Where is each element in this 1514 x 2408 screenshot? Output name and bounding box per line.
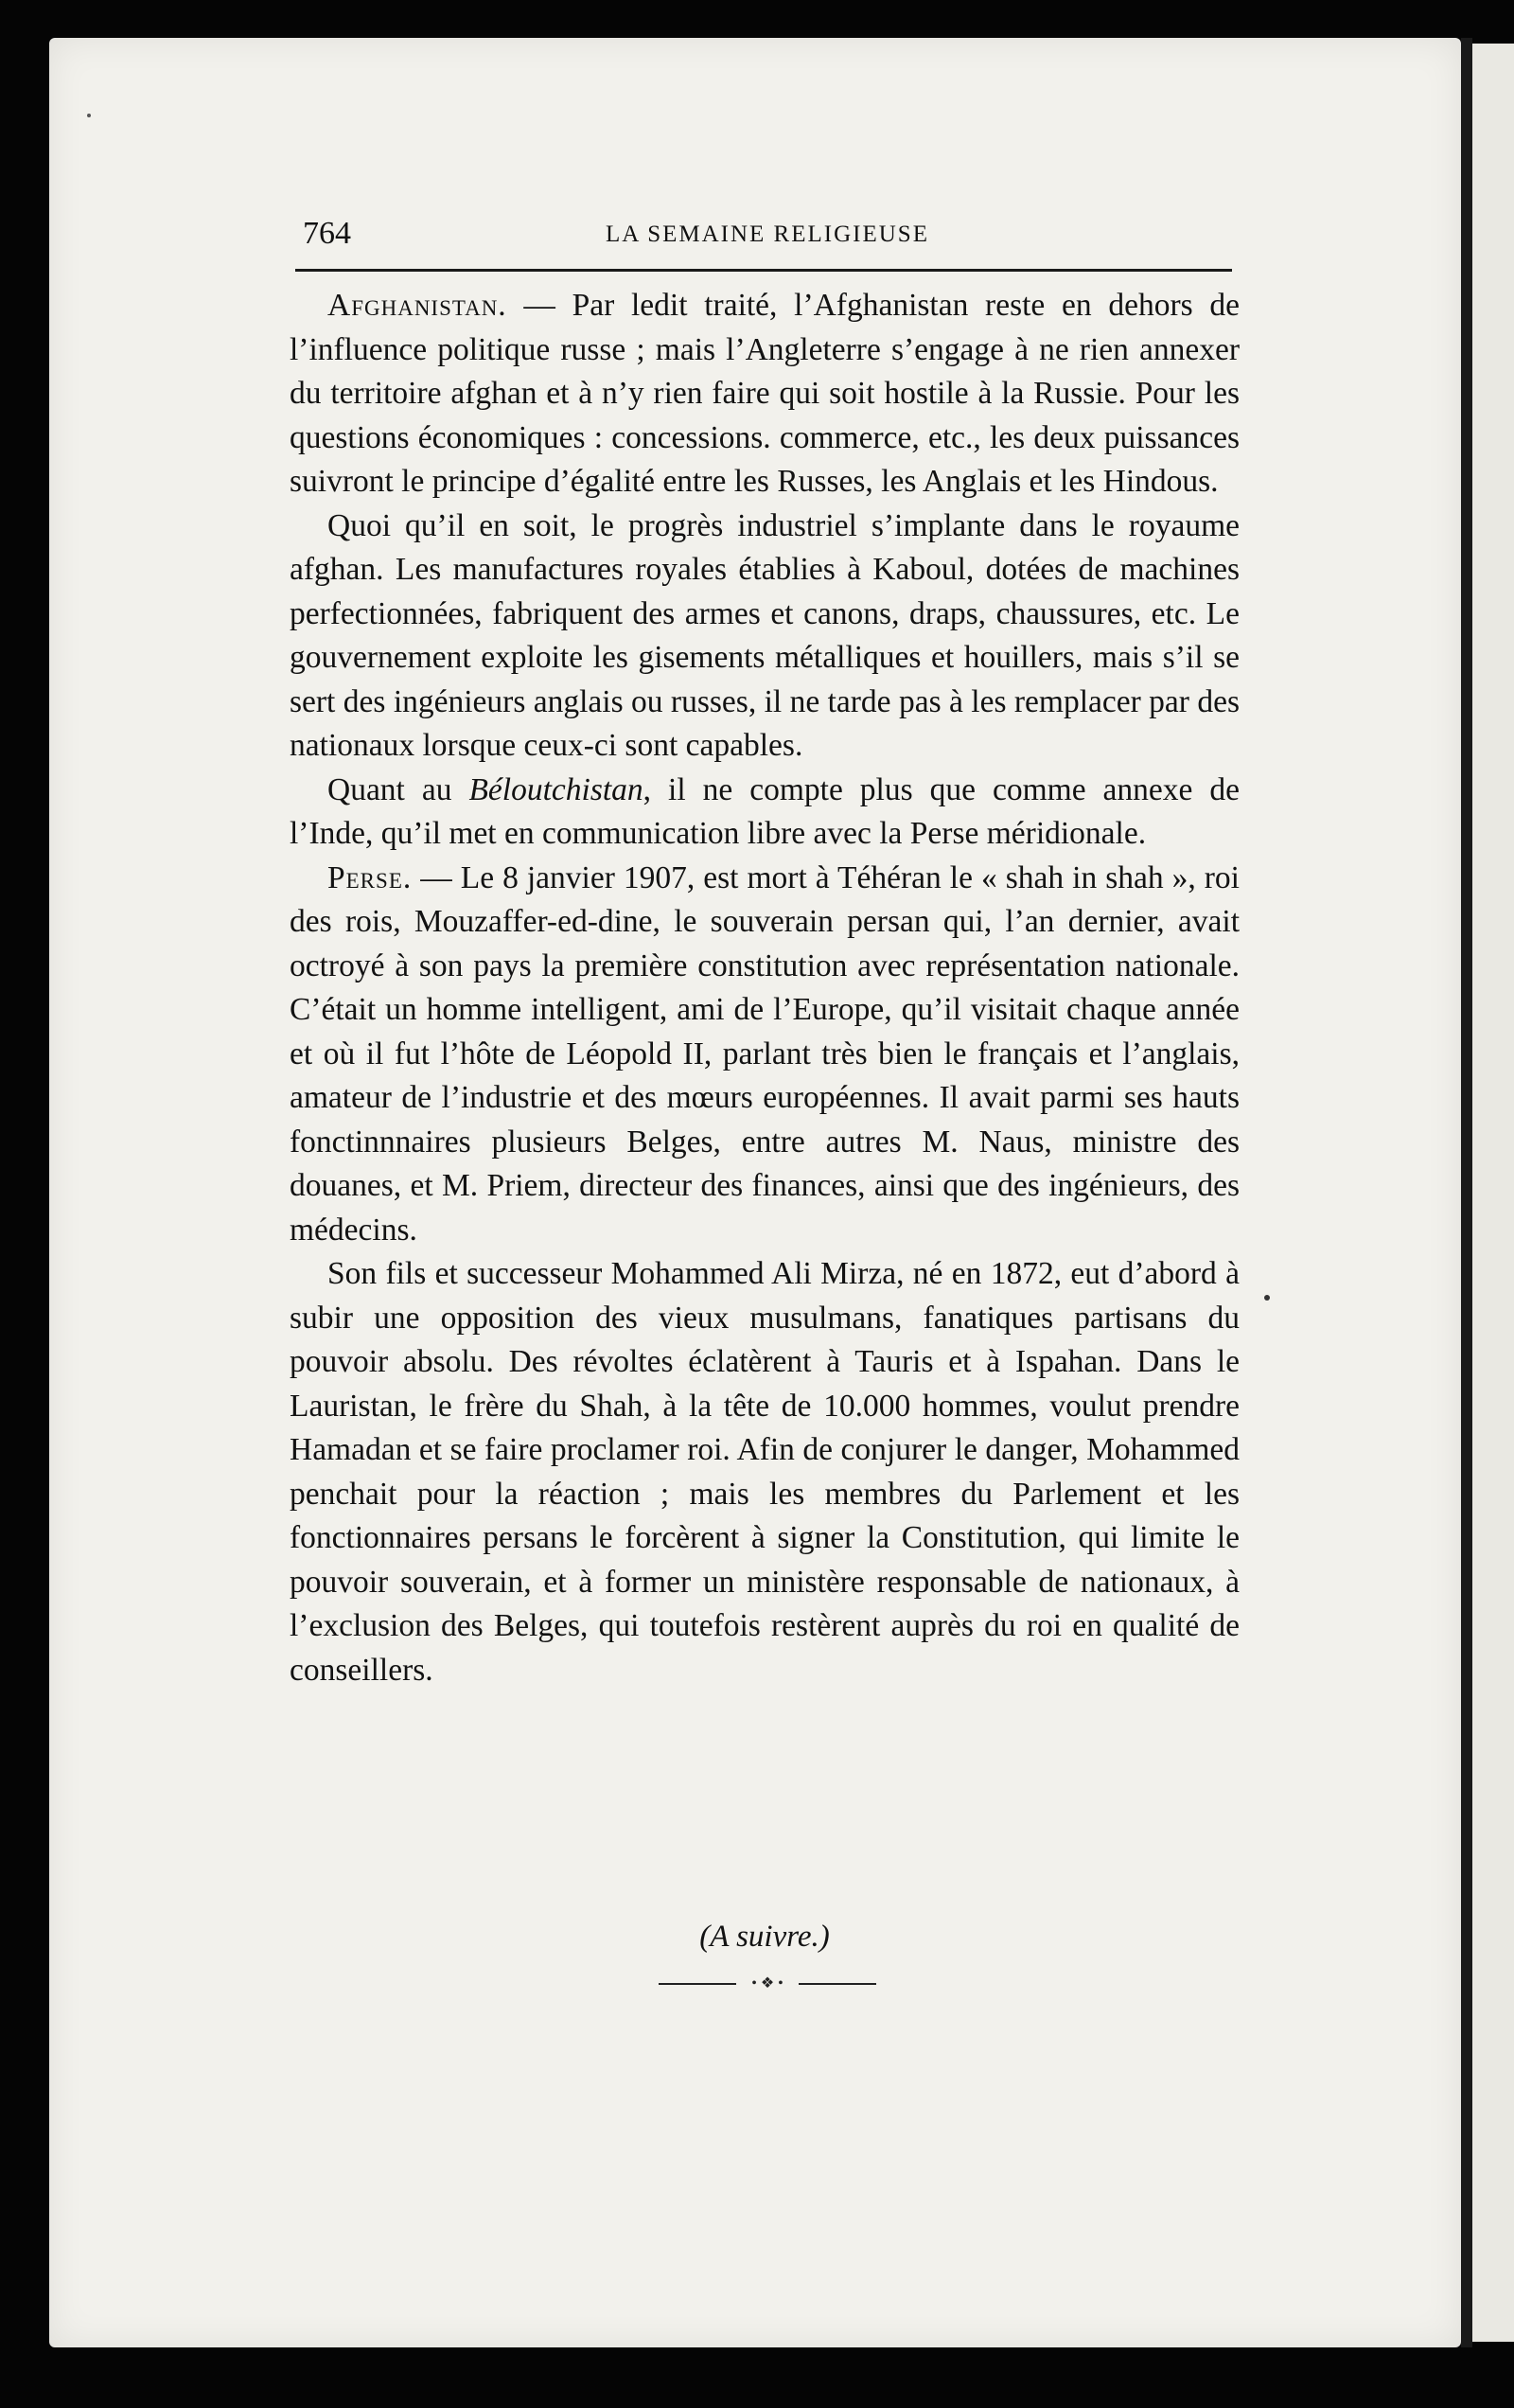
paragraph-text: Quoi qu’il en soit, le progrès industriel s’implante dans le royaume afghan. Les manufactures royales établies à Kaboul, dotées de machines perfectionnées, fabriquent des armes et canons, draps, chaussures, etc. Le gouvernement exploite les gisements métalliques et houillers, mais s’il se sert des ingénieurs anglais ou russes, il ne tarde pas à les remplacer par des nationaux lorsque ceux-ci sont capables. — [290, 507, 1240, 763]
page-number: 764 — [303, 216, 351, 251]
adjacent-page-edge — [1472, 44, 1514, 2342]
paragraph-text: Son fils et successeur Mohammed Ali Mirza, né en 1872, eut d’abord à subir une opposition des vieux musulmans, fanatiques partisans du pouvoir absolu. Des révoltes éclatèrent à Tauris et à Ispahan. Dans le Lauristan, le frère du Shah, à la tête de 10.000 hommes, voulut prendre Hamadan et se faire proclamer roi. Afin de conjurer le danger, Mohammed penchait pour la réaction ; mais les membres du Parlement et les fonctionnaires persans le forcèrent à signer la Constitution, qui limite le pouvoir souverain, et à former un ministère responsable de nationaux, à l’exclusion des Belges, qui toutefois restèrent auprès du roi en qualité de conseillers. — [290, 1256, 1240, 1688]
page-header — [303, 216, 1230, 263]
paragraph-industry — [290, 505, 1240, 769]
print-speck — [1264, 1295, 1270, 1301]
paragraph-text: — Par ledit traité, l’Afghanistan reste en dehors de l’influence politique russe ; mais l’Angleterre s’engage à ne rien annexer du territoire afghan et à n’y rien faire qui soit hostile à la Russie. Pour les questions économiques : concessions. commerce, etc., les deux puissances suivront le principe d’égalité entre les Russes, les Anglais et les Hindous. — [290, 288, 1240, 499]
ornament-line-left — [659, 1983, 736, 1985]
to-be-continued — [290, 1920, 1240, 1955]
paragraph-beloutchistan — [290, 769, 1240, 857]
signoff-text: (A suivre.) — [699, 1920, 830, 1954]
ornament-line-right — [799, 1983, 876, 1985]
section-lead-perse: Perse. — [327, 859, 413, 895]
paragraph-text: , il ne compte plus que comme annexe de l’Inde, qu’il met en communication libre avec la Perse méridionale. — [290, 771, 1240, 851]
paragraph-successor — [290, 1252, 1240, 1692]
paragraph-text: — Le 8 janvier 1907, est mort à Téhéran le « shah in shah », roi des rois, Mouzaffer-ed-dine, le souverain persan qui, l’an dernier, avait octroyé à son pays la première constitution avec représentation nationale. C’était un homme intelligent, ami de l’Europe, qu’il visitait chaque année et où il fut l’hôte de Léopold II, parlant très bien le français et l’anglais, amateur de l’industrie et des mœurs européennes. Il avait parmi ses hauts fonctinnnaires plusieurs Belges, entre autres M. Naus, ministre des douanes, et M. Priem, directeur des finances, ainsi que des ingénieurs, des médecins. — [290, 859, 1240, 1248]
paragraph-afghanistan — [290, 284, 1240, 505]
page-gutter — [1461, 38, 1472, 2347]
italic-place-name: Béloutchistan — [468, 771, 643, 807]
print-speck — [87, 114, 91, 117]
ornament-glyph: • ❖ • — [751, 1975, 783, 1992]
article-body — [290, 284, 1240, 1692]
paragraph-perse — [290, 857, 1240, 1253]
header-rule — [295, 269, 1232, 272]
ornament-divider — [659, 1974, 876, 1993]
paragraph-text: Quant au — [327, 771, 469, 807]
section-lead-afghanistan: Afghanistan. — [327, 288, 507, 323]
running-title: LA SEMAINE RELIGIEUSE — [606, 221, 929, 247]
